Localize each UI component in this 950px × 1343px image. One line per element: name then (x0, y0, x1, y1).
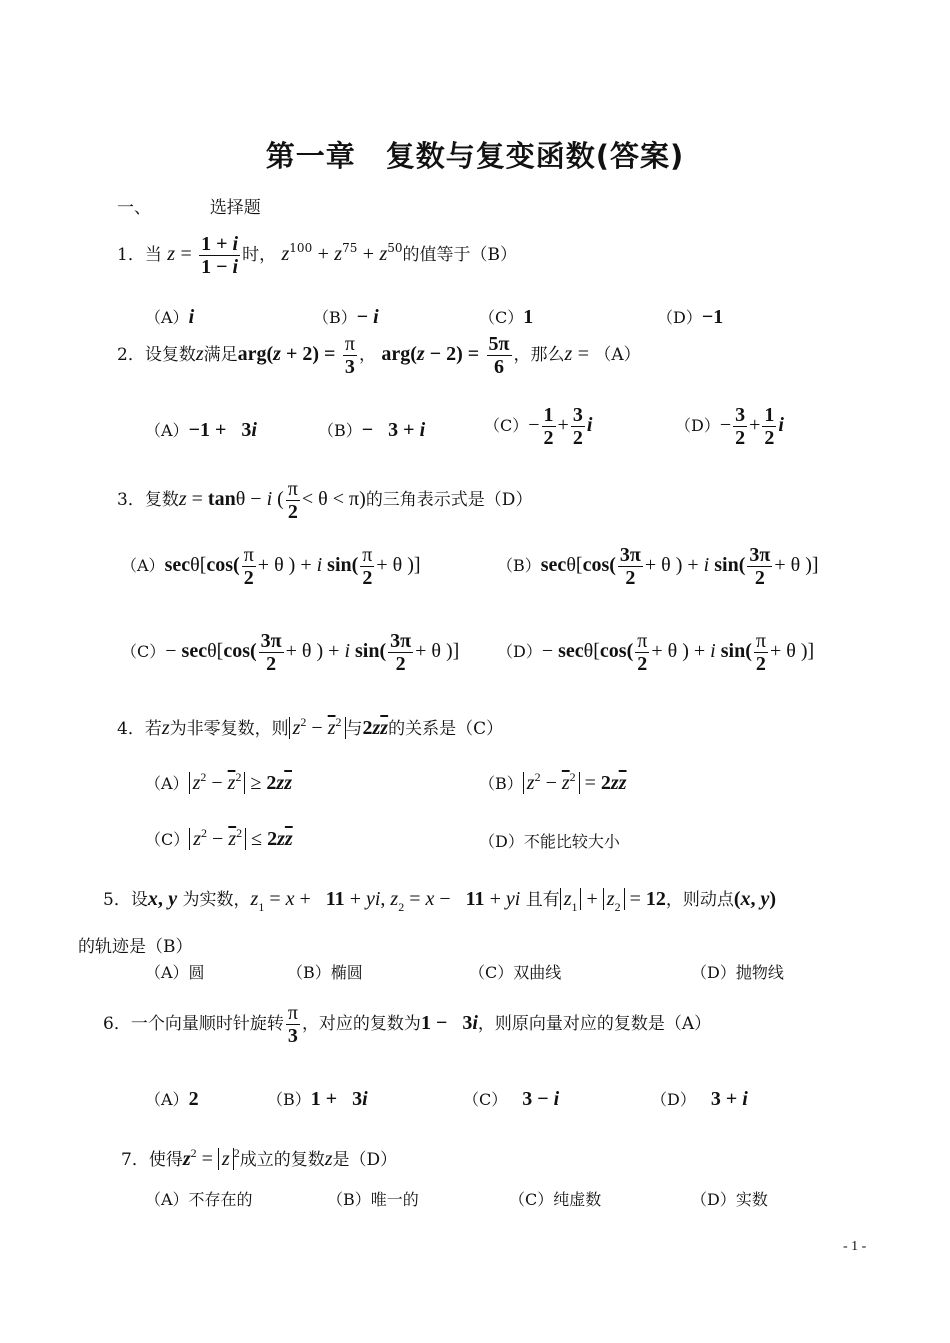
q3-option-b: （B）secθ[cos( $\frac{3\pi}{2}$ + θ ) + i sin( $\frac{3\pi}{2}$ + θ )] (497, 544, 819, 589)
question-1: 1．当 z = $\frac{1 + i}{1 - i}$ 时， $z^{100} + z^{75} + z^{50}$的值等于（B） (117, 233, 518, 278)
question-7: 7．使得$z^2 = z$ $^2$成立的复数z是（D） (121, 1146, 398, 1170)
section-heading (117, 193, 261, 218)
q5-option-c: （C）双曲线 (469, 963, 562, 982)
question-2: 2．设复数z满足arg(z + 2) = $\frac{\pi}{3}$ ， arg(z − 2) = $\frac{5\pi}{6}$ ，那么z = （A） (117, 333, 641, 378)
q2-option-b: （B）− 3 + i (318, 419, 426, 441)
q7-option-b: （B）唯一的 (327, 1190, 419, 1209)
q1-option-a: （A）i (145, 306, 195, 328)
q1-option-b: （B）− i (313, 306, 379, 328)
q1-option-c: （C）1 (479, 306, 534, 328)
page-title (0, 134, 950, 175)
question-5-continued: 的轨迹是（B） (78, 937, 193, 957)
q6-option-c: （C） 3 − i (463, 1088, 560, 1110)
q5-option-b: （B）椭圆 (287, 963, 363, 982)
q4-option-c: （C） $z^2 - \overline{z}^2 \le 2z\overline{z}$ (145, 826, 293, 850)
question-4: 4．若z为非零复数，则 $z^2 - \overline{z}^2$ 与$2z\overline{z}$的关系是（C） (117, 715, 504, 739)
q5-option-d: （D）抛物线 (691, 963, 784, 982)
q2-option-a: （A）−1 + 3i (145, 419, 257, 441)
q6-option-b: （B）1 + 3i (267, 1088, 368, 1110)
q4-option-d: （D）不能比较大小 (479, 832, 620, 851)
q1-option-d: （D）−1 (657, 306, 724, 328)
q2-option-c: （C）− $\frac{1}{2}$ + $\frac{3}{2}$ i (484, 404, 593, 449)
question-5: 5．设x, y 为实数，$z_1 = x + 11$ + yi, $z_2 = x - 11$ + yi 且有 $z_1 + z_2 = 12$，则动点(x, y) (103, 888, 777, 914)
chapter-title: 第一章 复数与复变函数(答案) (265, 139, 685, 173)
q7-option-c: （C）纯虚数 (509, 1190, 602, 1209)
question-3: 3．复数z = tanθ − i ( $\frac{\pi}{2}$ < θ < π)的三角表示式是（D） (117, 478, 533, 523)
q4-option-b: （B） $z^2 - \overline{z}^2 = 2z\overline{z}$ (479, 770, 627, 794)
page-number: - 1 - (843, 1239, 867, 1254)
q3-option-d: （D）− secθ[cos( $\frac{\pi}{2}$ + θ ) + i sin( $\frac{\pi}{2}$ + θ )] (497, 630, 815, 675)
q7-option-d: （D）实数 (691, 1190, 768, 1209)
q5-option-a: （A）圆 (145, 963, 205, 982)
section-label: 选择题 (209, 198, 261, 218)
q6-option-a: （A）2 (145, 1088, 199, 1110)
q3-option-a: （A）secθ[cos( $\frac{\pi}{2}$ + θ ) + i sin( $\frac{\pi}{2}$ + θ )] (121, 544, 421, 589)
question-6: 6．一个向量顺时针旋转 $\frac{\pi}{3}$ ，对应的复数为1 − 3i，则原向量对应的复数是（A） (103, 1002, 712, 1047)
q3-option-c: （C）− secθ[cos( $\frac{3\pi}{2}$ + θ ) + i sin( $\frac{3\pi}{2}$ + θ )] (121, 630, 460, 675)
q6-option-d: （D） 3 + i (651, 1088, 748, 1110)
q4-option-a: （A） $z^2 - \overline{z}^2 \ge 2z\overline{z}$ (145, 770, 293, 794)
section-number: 一、 (117, 198, 151, 218)
q7-option-a: （A）不存在的 (145, 1190, 253, 1209)
q2-option-d: （D）− $\frac{3}{2}$ + $\frac{1}{2}$ i (675, 404, 784, 449)
